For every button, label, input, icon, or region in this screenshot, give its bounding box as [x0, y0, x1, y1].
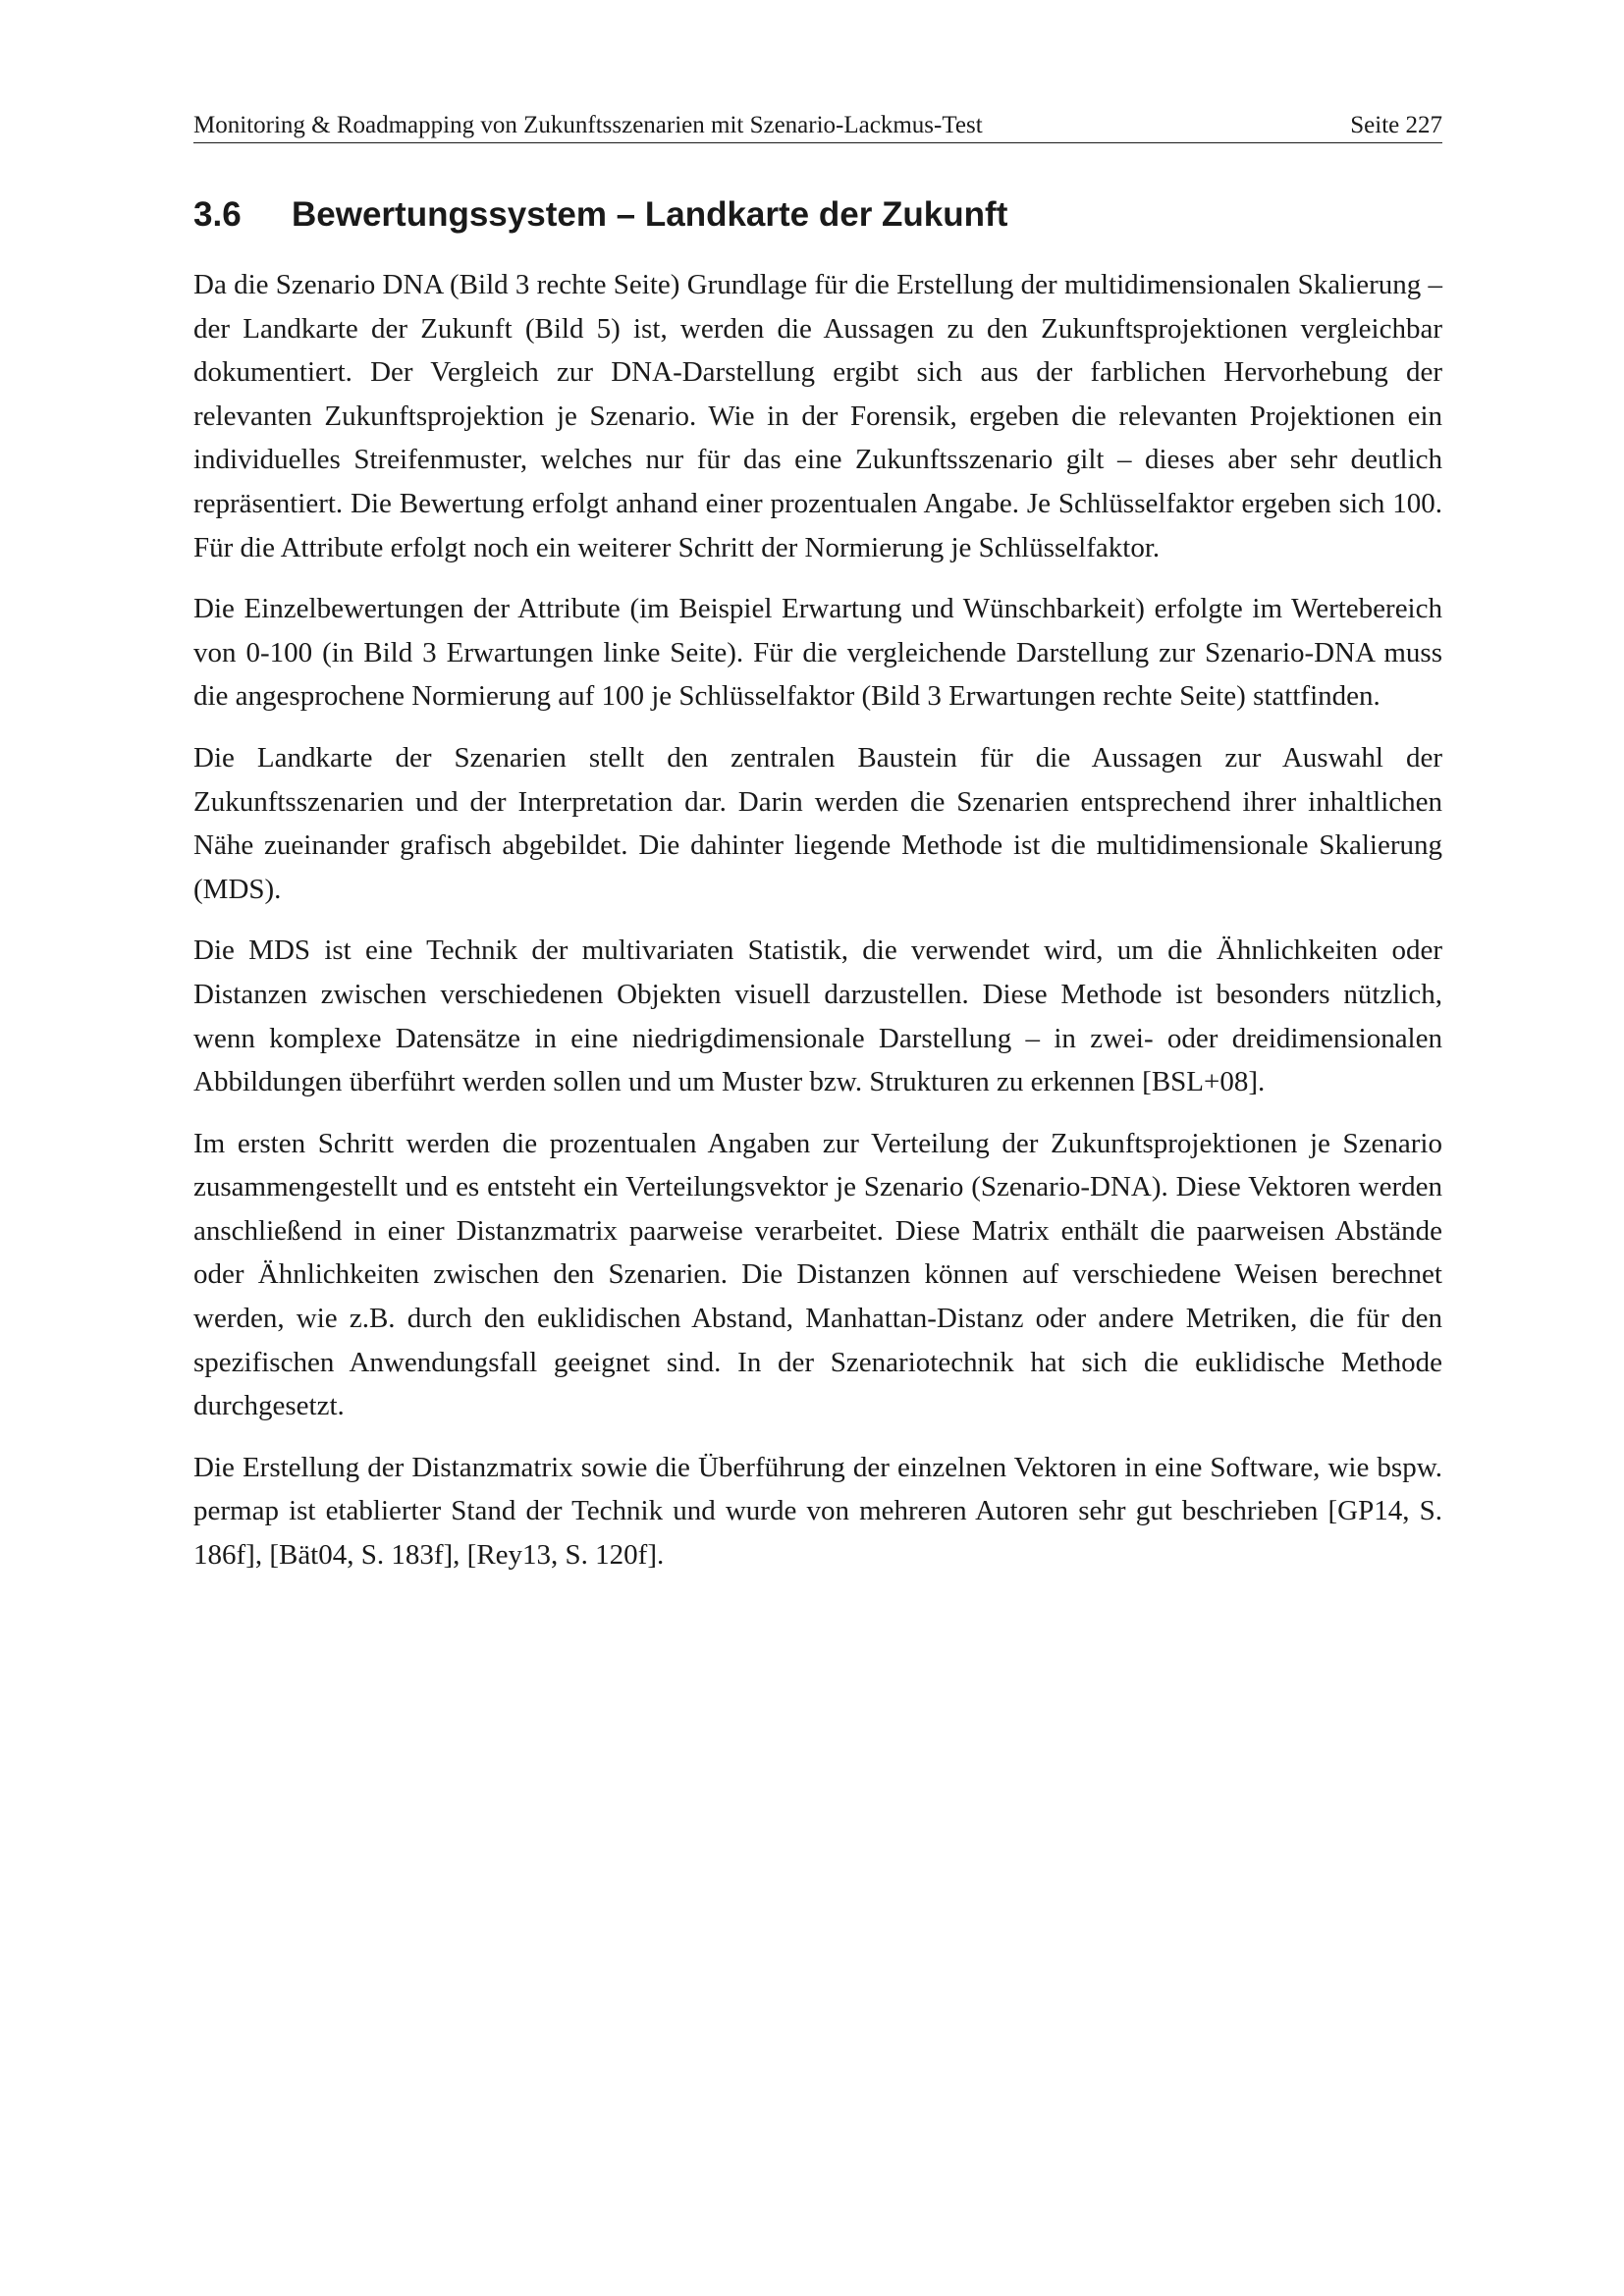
paragraph-distance-matrix: Im ersten Schritt werden die prozentualen Angaben zur Verteilung der Zukunftsprojektionen je Szenario zusammengestellt und es entsteht ein Verteilungsvektor je Szenario (Szenario-DNA). Diese Vektoren werden anschließend in einer Distanzmatrix paarweise verarbeitet. Diese Matrix enthält die paarweisen Abstände oder Ähnlichkeiten zwischen den Szenarien. Die Distanzen können auf verschiedene Weisen berechnet werden, wie z.B. durch den euklidischen Abstand, Manhattan-Distanz oder andere Metriken, die für den spezifischen Anwendungsfall geeignet sind. In der Szenariotechnik hat sich die euklidische Methode durchgesetzt.: [193, 1127, 1442, 1422]
paragraph-software: Die Erstellung der Distanzmatrix sowie die Überführung der einzelnen Vektoren in eine Software, wie bspw. permap ist etablierter Stand der Technik und wurde von mehreren Autoren sehr gut beschrieben [GP14, S. 186f], [Bät04, S. 183f], [Rey13, S. 120f].: [193, 1451, 1442, 1572]
paragraph-scenario-map: Die Landkarte der Szenarien stellt den zentralen Baustein für die Aussagen zur Auswahl der Zukunftsszenarien und der Interpretation dar. Darin werden die Szenarien entsprechend ihrer inhaltlichen Nähe zueinander grafisch abgebildet. Die dahinter liegende Methode ist die multidimensionale Skalierung (MDS).: [193, 741, 1442, 905]
page-header: [193, 110, 1442, 143]
section-title: Bewertungssystem – Landkarte der Zukunft: [292, 195, 1008, 234]
running-title: Monitoring & Roadmapping von Zukunftsszenarien mit Szenario-Lackmus-Test: [193, 112, 983, 138]
section-number: 3.6: [193, 195, 242, 234]
paragraph-attribute-ratings: Die Einzelbewertungen der Attribute (im Beispiel Erwartung und Wünschbarkeit) erfolgte im Wertebereich von 0-100 (in Bild 3 Erwartungen linke Seite). Für die vergleichende Darstellung zur Szenario-DNA muss die angesprochene Normierung auf 100 je Schlüsselfaktor (Bild 3 Erwartungen rechte Seite) stattfinden.: [193, 593, 1442, 713]
paragraph-mds-technique: Die MDS ist eine Technik der multivariaten Statistik, die verwendet wird, um die Ähnlichkeiten oder Distanzen zwischen verschiedenen Objekten visuell darzustellen. Diese Methode ist besonders nützlich, wenn komplexe Datensätze in eine niedrigdimensionale Darstellung – in zwei- oder dreidimensionalen Abbildungen überführt werden sollen und um Muster bzw. Strukturen zu erkennen [BSL+08].: [193, 934, 1442, 1098]
section-heading: [193, 192, 1442, 238]
page-number: Seite 227: [1350, 112, 1442, 138]
paragraph-scenario-dna: Da die Szenario DNA (Bild 3 rechte Seite) Grundlage für die Erstellung der multidimensionalen Skalierung – der Landkarte der Zukunft (Bild 5) ist, werden die Aussagen zu den Zukunftsprojektionen vergleichbar dokumentiert. Der Vergleich zur DNA-Darstellung ergibt sich aus der farblichen Hervorhebung der relevanten Zukunftsprojektion je Szenario. Wie in der Forensik, ergeben die relevanten Projektionen ein individuelles Streifenmuster, welches nur für das eine Zukunftsszenario gilt – dieses aber sehr deutlich repräsentiert. Die Bewertung erfolgt anhand einer prozentualen Angabe. Je Schlüsselfaktor ergeben sich 100. Für die Attribute erfolgt noch ein weiterer Schritt der Normierung je Schlüsselfaktor.: [193, 269, 1442, 563]
body-text: [193, 263, 1442, 1595]
